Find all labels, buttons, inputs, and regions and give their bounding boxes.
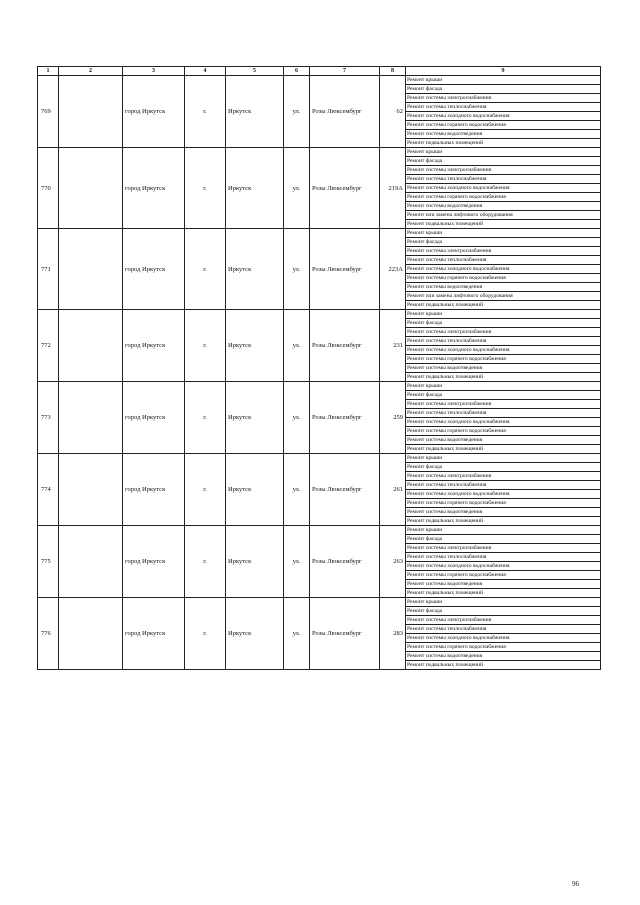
work-item: Ремонт фасада <box>406 156 600 165</box>
work-item: Ремонт подвальных помещений <box>406 516 600 525</box>
cell-type: г. <box>185 310 226 382</box>
work-item: Ремонт системы холодного водоснабжения <box>406 183 600 192</box>
work-item: Ремонт системы горячего водоснабжения <box>406 426 600 435</box>
work-item: Ремонт системы теплоснабжения <box>406 408 600 417</box>
work-item: Ремонт системы водоотведения <box>406 363 600 372</box>
column-header: 7 <box>310 67 380 76</box>
work-item: Ремонт фасада <box>406 606 600 615</box>
cell-no: 769 <box>38 76 59 148</box>
work-item: Ремонт системы электроснабжения <box>406 93 600 102</box>
work-item: Ремонт системы электроснабжения <box>406 471 600 480</box>
work-item: Ремонт фасада <box>406 462 600 471</box>
cell-house: 62 <box>380 76 406 148</box>
table-row <box>38 229 601 310</box>
work-item: Ремонт крыши <box>407 455 443 461</box>
cell-street-type: ул. <box>284 526 310 598</box>
work-item: Ремонт системы водоотведения <box>406 129 600 138</box>
work-item: Ремонт системы теплоснабжения <box>406 174 600 183</box>
cell-street-type: ул. <box>284 454 310 526</box>
register-table <box>37 66 601 670</box>
work-item: Ремонт фасада <box>406 390 600 399</box>
cell-type: г. <box>185 229 226 310</box>
cell-no: 774 <box>38 454 59 526</box>
cell-house: 259 <box>380 382 406 454</box>
cell-no: 776 <box>38 598 59 670</box>
cell-street-type: ул. <box>284 310 310 382</box>
work-item: Ремонт системы водоотведения <box>406 507 600 516</box>
cell-type: г. <box>185 76 226 148</box>
work-item: Ремонт системы холодного водоснабжения <box>406 633 600 642</box>
cell-settlement: Иркутск <box>226 148 284 229</box>
cell-street: Розы Люксембург <box>310 310 380 382</box>
column-header: 9 <box>406 67 601 76</box>
work-item: Ремонт системы горячего водоснабжения <box>406 120 600 129</box>
table-row <box>38 76 601 148</box>
cell-settlement: Иркутск <box>226 229 284 310</box>
cell-empty <box>59 526 123 598</box>
work-item: Ремонт системы теплоснабжения <box>406 336 600 345</box>
work-item: Ремонт фасада <box>406 237 600 246</box>
work-item: Ремонт подвальных помещений <box>406 219 600 228</box>
work-item: Ремонт системы водоотведения <box>406 435 600 444</box>
work-item: Ремонт или замена лифтового оборудования <box>406 291 600 300</box>
column-header: 6 <box>284 67 310 76</box>
cell-no: 770 <box>38 148 59 229</box>
work-item: Ремонт системы холодного водоснабжения <box>406 345 600 354</box>
work-item: Ремонт системы водоотведения <box>406 282 600 291</box>
work-item: Ремонт системы холодного водоснабжения <box>406 264 600 273</box>
column-header: 8 <box>380 67 406 76</box>
work-item: Ремонт крыши <box>407 599 443 605</box>
work-item: Ремонт крыши <box>407 149 443 155</box>
work-item: Ремонт системы горячего водоснабжения <box>406 570 600 579</box>
work-item: Ремонт системы электроснабжения <box>406 165 600 174</box>
cell-house: 283 <box>380 598 406 670</box>
cell-city: город Иркутск <box>123 454 185 526</box>
work-item: Ремонт системы электроснабжения <box>406 327 600 336</box>
table-row <box>38 148 601 229</box>
work-item: Ремонт системы водоотведения <box>406 201 600 210</box>
work-item: Ремонт крыши <box>407 527 443 533</box>
work-item: Ремонт системы горячего водоснабжения <box>406 192 600 201</box>
cell-house: 223А <box>380 229 406 310</box>
work-item: Ремонт системы электроснабжения <box>406 399 600 408</box>
cell-street-type: ул. <box>284 598 310 670</box>
table-row <box>38 382 601 454</box>
cell-street: Розы Люксембург <box>310 598 380 670</box>
work-item: Ремонт системы холодного водоснабжения <box>406 561 600 570</box>
cell-type: г. <box>185 598 226 670</box>
work-item: Ремонт крыши <box>407 383 443 389</box>
table-row <box>38 598 601 670</box>
cell-street: Розы Люксембург <box>310 229 380 310</box>
cell-type: г. <box>185 382 226 454</box>
cell-street-type: ул. <box>284 382 310 454</box>
work-item: Ремонт системы теплоснабжения <box>406 102 600 111</box>
cell-street-type: ул. <box>284 76 310 148</box>
cell-works <box>406 148 601 229</box>
cell-empty <box>59 229 123 310</box>
cell-type: г. <box>185 454 226 526</box>
cell-street: Розы Люксембург <box>310 148 380 229</box>
work-item: Ремонт подвальных помещений <box>406 588 600 597</box>
work-item: Ремонт фасада <box>406 534 600 543</box>
cell-works <box>406 229 601 310</box>
work-item: Ремонт фасада <box>406 84 600 93</box>
work-item: Ремонт системы водоотведения <box>406 579 600 588</box>
work-item: Ремонт системы холодного водоснабжения <box>406 111 600 120</box>
cell-empty <box>59 76 123 148</box>
cell-no: 772 <box>38 310 59 382</box>
cell-city: город Иркутск <box>123 76 185 148</box>
cell-type: г. <box>185 526 226 598</box>
cell-street: Розы Люксембург <box>310 76 380 148</box>
work-item: Ремонт подвальных помещений <box>406 372 600 381</box>
work-item: Ремонт системы теплоснабжения <box>406 255 600 264</box>
work-item: Ремонт крыши <box>407 311 443 317</box>
column-header: 5 <box>226 67 284 76</box>
cell-settlement: Иркутск <box>226 76 284 148</box>
cell-city: город Иркутск <box>123 526 185 598</box>
work-item: Ремонт подвальных помещений <box>406 300 600 309</box>
cell-empty <box>59 454 123 526</box>
work-item: Ремонт фасада <box>406 318 600 327</box>
cell-house: 263 <box>380 526 406 598</box>
work-item: Ремонт системы горячего водоснабжения <box>406 354 600 363</box>
work-item: Ремонт подвальных помещений <box>406 660 600 669</box>
page-number: 96 <box>572 880 579 888</box>
work-item: Ремонт системы холодного водоснабжения <box>406 417 600 426</box>
cell-street-type: ул. <box>284 229 310 310</box>
cell-city: город Иркутск <box>123 229 185 310</box>
cell-street: Розы Люксембург <box>310 382 380 454</box>
table-body <box>38 76 601 670</box>
cell-settlement: Иркутск <box>226 382 284 454</box>
cell-city: город Иркутск <box>123 148 185 229</box>
table-row <box>38 454 601 526</box>
cell-street: Розы Люксембург <box>310 526 380 598</box>
cell-works <box>406 76 601 148</box>
cell-city: город Иркутск <box>123 382 185 454</box>
column-header: 4 <box>185 67 226 76</box>
work-item: Ремонт системы электроснабжения <box>406 543 600 552</box>
work-item: Ремонт или замена лифтового оборудования <box>406 210 600 219</box>
work-item: Ремонт системы теплоснабжения <box>406 624 600 633</box>
work-item: Ремонт крыши <box>407 230 443 236</box>
header-row <box>38 67 601 76</box>
work-item: Ремонт системы электроснабжения <box>406 246 600 255</box>
cell-works <box>406 598 601 670</box>
cell-no: 773 <box>38 382 59 454</box>
cell-street-type: ул. <box>284 148 310 229</box>
work-item: Ремонт крыши <box>407 77 443 83</box>
cell-works <box>406 526 601 598</box>
cell-empty <box>59 382 123 454</box>
cell-house: 231 <box>380 310 406 382</box>
table-row <box>38 310 601 382</box>
cell-empty <box>59 148 123 229</box>
work-item: Ремонт системы холодного водоснабжения <box>406 489 600 498</box>
work-item: Ремонт системы горячего водоснабжения <box>406 498 600 507</box>
cell-empty <box>59 598 123 670</box>
work-item: Ремонт системы теплоснабжения <box>406 480 600 489</box>
cell-settlement: Иркутск <box>226 454 284 526</box>
cell-house: 219А <box>380 148 406 229</box>
work-item: Ремонт подвальных помещений <box>406 444 600 453</box>
cell-house: 261 <box>380 454 406 526</box>
cell-no: 775 <box>38 526 59 598</box>
column-header: 3 <box>123 67 185 76</box>
cell-city: город Иркутск <box>123 310 185 382</box>
cell-works <box>406 454 601 526</box>
table-row <box>38 526 601 598</box>
cell-works <box>406 382 601 454</box>
work-item: Ремонт системы горячего водоснабжения <box>406 642 600 651</box>
cell-no: 771 <box>38 229 59 310</box>
cell-settlement: Иркутск <box>226 598 284 670</box>
work-item: Ремонт системы горячего водоснабжения <box>406 273 600 282</box>
cell-settlement: Иркутск <box>226 310 284 382</box>
work-item: Ремонт системы теплоснабжения <box>406 552 600 561</box>
cell-city: город Иркутск <box>123 598 185 670</box>
cell-works <box>406 310 601 382</box>
work-item: Ремонт системы электроснабжения <box>406 615 600 624</box>
cell-settlement: Иркутск <box>226 526 284 598</box>
cell-type: г. <box>185 148 226 229</box>
column-header: 1 <box>38 67 59 76</box>
cell-street: Розы Люксембург <box>310 454 380 526</box>
work-item: Ремонт подвальных помещений <box>406 138 600 147</box>
cell-empty <box>59 310 123 382</box>
column-header: 2 <box>59 67 123 76</box>
work-item: Ремонт системы водоотведения <box>406 651 600 660</box>
